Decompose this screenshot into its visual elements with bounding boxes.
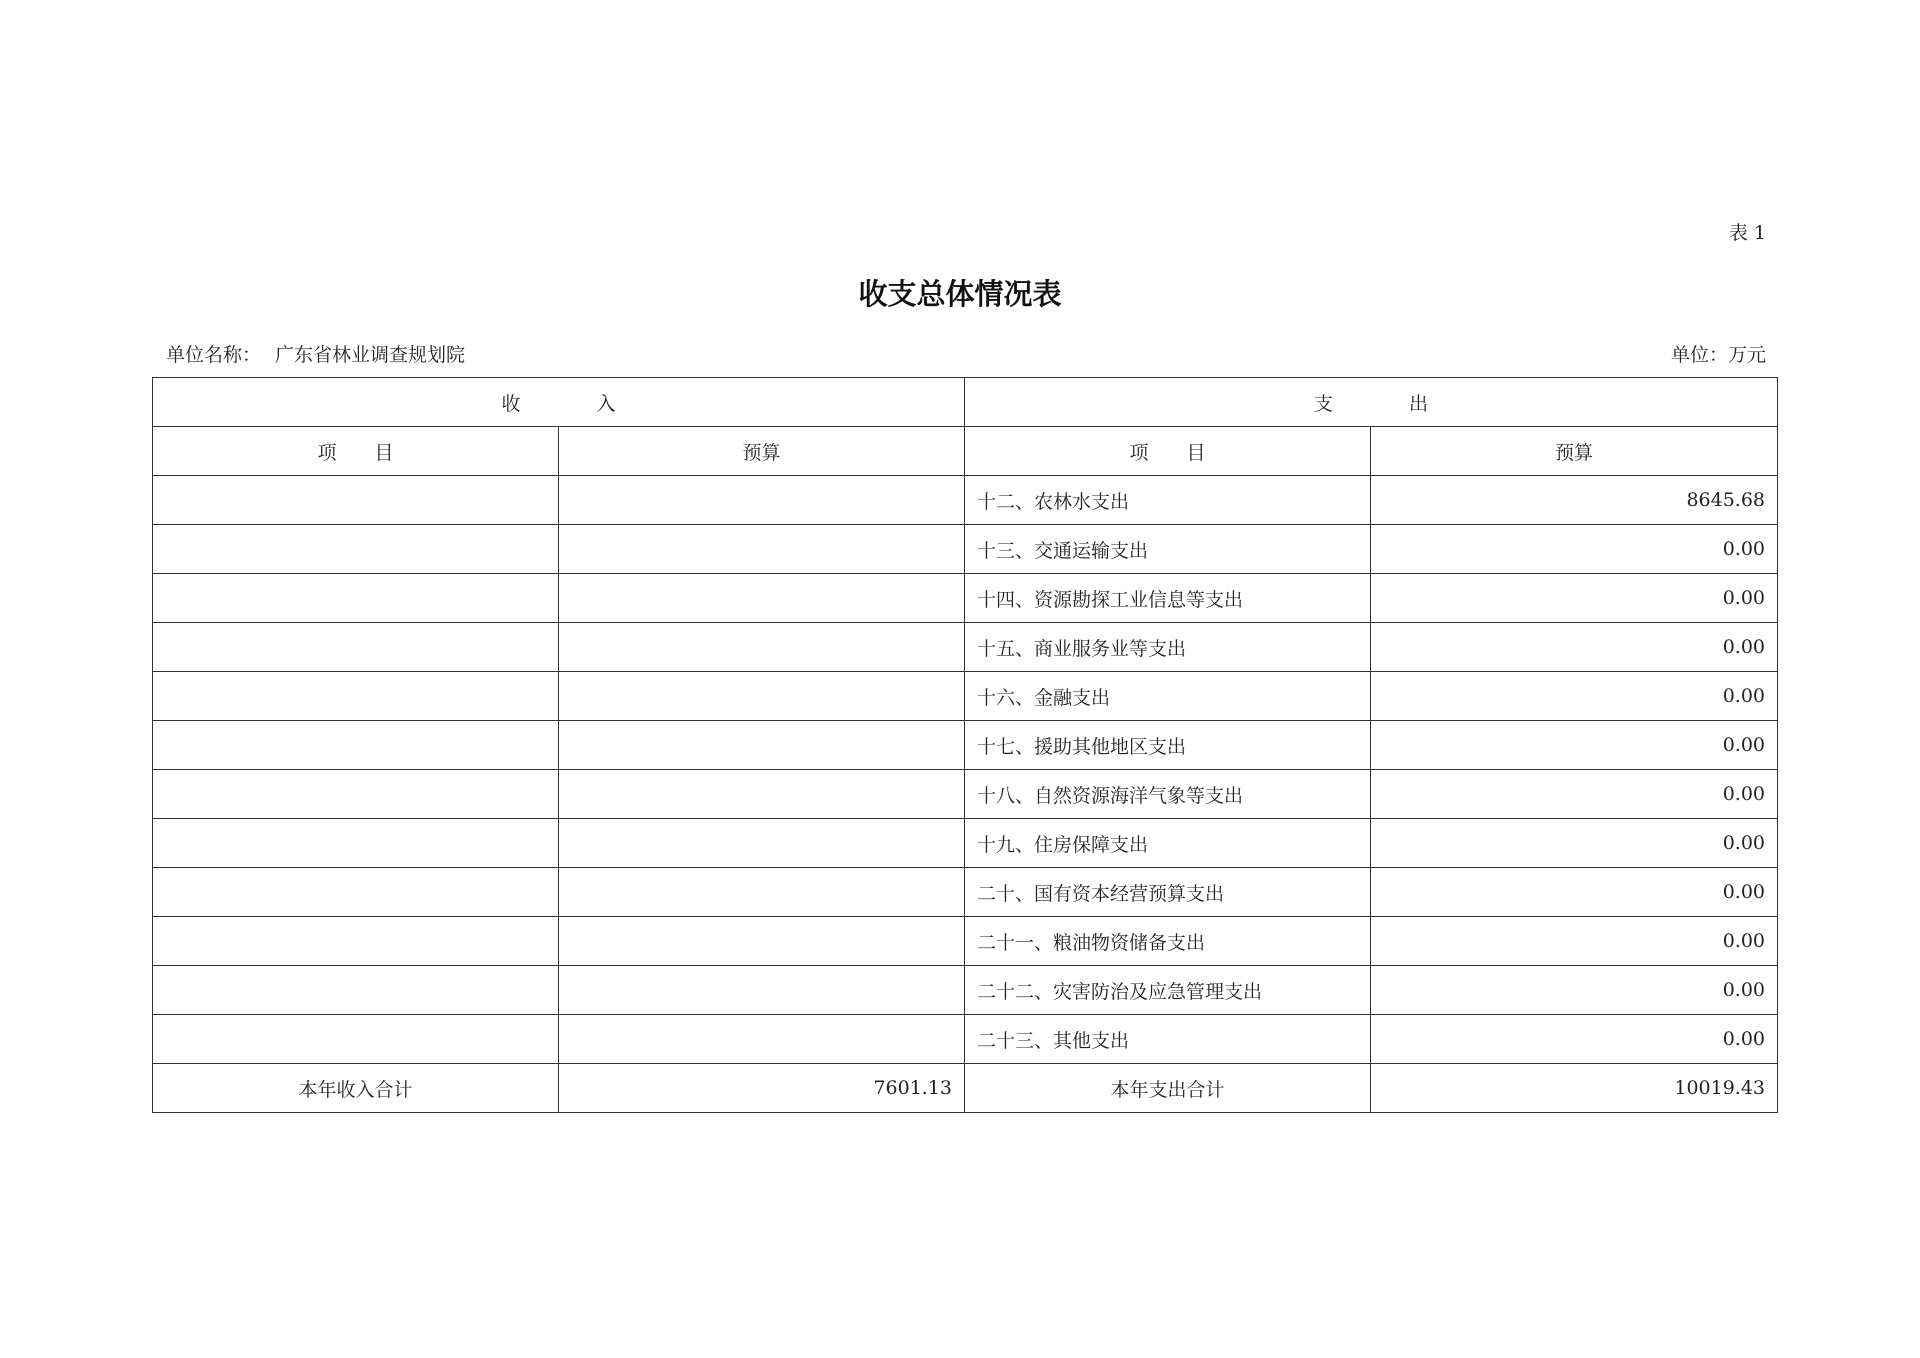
- expense-budget-cell: 0.00: [1371, 623, 1778, 672]
- expense-budget-cell: 0.00: [1371, 672, 1778, 721]
- expense-header: 支 出: [965, 378, 1778, 427]
- income-total-label: 本年收入合计: [153, 1064, 559, 1113]
- income-budget-cell: [559, 525, 965, 574]
- table-row: [153, 525, 1778, 574]
- income-budget-cell: [559, 917, 965, 966]
- income-budget-cell: [559, 672, 965, 721]
- table-row: [153, 721, 1778, 770]
- expense-budget-cell: 0.00: [1371, 770, 1778, 819]
- income-item-cell: [153, 574, 559, 623]
- expense-item-cell: 十四、资源勘探工业信息等支出: [965, 574, 1371, 623]
- income-budget-cell: [559, 574, 965, 623]
- income-item-cell: [153, 917, 559, 966]
- income-budget-cell: [559, 721, 965, 770]
- income-budget-cell: [559, 966, 965, 1015]
- income-budget-cell: [559, 868, 965, 917]
- income-item-cell: [153, 672, 559, 721]
- income-budget-cell: [559, 1015, 965, 1064]
- expense-budget-cell: 0.00: [1371, 868, 1778, 917]
- expense-budget-cell: 0.00: [1371, 819, 1778, 868]
- expense-item-cell: 十九、住房保障支出: [965, 819, 1371, 868]
- table-row: [153, 574, 1778, 623]
- expense-budget-cell: 0.00: [1371, 721, 1778, 770]
- table-row: [153, 770, 1778, 819]
- column-header-row: [153, 427, 1778, 476]
- table-row: [153, 868, 1778, 917]
- expense-item-header: 项 目: [965, 427, 1371, 476]
- unit-name-label: 单位名称：: [166, 344, 262, 366]
- expense-budget-cell: 8645.68: [1371, 476, 1778, 525]
- income-item-cell: [153, 819, 559, 868]
- expense-item-cell: 二十三、其他支出: [965, 1015, 1371, 1064]
- income-item-cell: [153, 868, 559, 917]
- expense-budget-cell: 0.00: [1371, 1015, 1778, 1064]
- expense-budget-cell: 0.00: [1371, 525, 1778, 574]
- income-budget-cell: [559, 770, 965, 819]
- total-row: [153, 1064, 1778, 1113]
- expense-budget-cell: 0.00: [1371, 917, 1778, 966]
- expense-item-cell: 十三、交通运输支出: [965, 525, 1371, 574]
- income-item-cell: [153, 525, 559, 574]
- income-budget-cell: [559, 623, 965, 672]
- expense-item-cell: 十八、自然资源海洋气象等支出: [965, 770, 1371, 819]
- expense-item-cell: 十二、农林水支出: [965, 476, 1371, 525]
- expense-item-cell: 十七、援助其他地区支出: [965, 721, 1371, 770]
- income-budget-header: 预算: [559, 427, 965, 476]
- income-header: 收 入: [153, 378, 965, 427]
- table-number: 表 1: [1728, 222, 1766, 244]
- table-row: [153, 1015, 1778, 1064]
- unit-name-block: [166, 340, 465, 367]
- table-row: [153, 476, 1778, 525]
- income-item-cell: [153, 476, 559, 525]
- income-item-cell: [153, 966, 559, 1015]
- income-budget-cell: [559, 819, 965, 868]
- income-item-header: 项 目: [153, 427, 559, 476]
- income-item-cell: [153, 623, 559, 672]
- table-row: [153, 819, 1778, 868]
- unit-name: 广东省林业调查规划院: [275, 344, 466, 366]
- income-total-value: 7601.13: [559, 1064, 965, 1113]
- expense-budget-cell: 0.00: [1371, 574, 1778, 623]
- expense-item-cell: 二十、国有资本经营预算支出: [965, 868, 1371, 917]
- page-title: 收支总体情况表: [858, 277, 1062, 311]
- income-item-cell: [153, 1015, 559, 1064]
- table-row: [153, 966, 1778, 1015]
- expense-item-cell: 二十一、粮油物资储备支出: [965, 917, 1371, 966]
- income-item-cell: [153, 721, 559, 770]
- budget-summary-table: [152, 377, 1778, 1113]
- currency-unit: 单位：万元: [1670, 344, 1766, 366]
- expense-total-value: 10019.43: [1371, 1064, 1778, 1113]
- expense-item-cell: 十五、商业服务业等支出: [965, 623, 1371, 672]
- table-row: [153, 917, 1778, 966]
- expense-item-cell: 二十二、灾害防治及应急管理支出: [965, 966, 1371, 1015]
- income-budget-cell: [559, 476, 965, 525]
- expense-total-label: 本年支出合计: [965, 1064, 1371, 1113]
- unit-info-line: [166, 340, 1766, 366]
- income-item-cell: [153, 770, 559, 819]
- table-row: [153, 623, 1778, 672]
- expense-budget-cell: 0.00: [1371, 966, 1778, 1015]
- expense-item-cell: 十六、金融支出: [965, 672, 1371, 721]
- expense-budget-header: 预算: [1371, 427, 1778, 476]
- section-header-row: [153, 378, 1778, 427]
- table-row: [153, 672, 1778, 721]
